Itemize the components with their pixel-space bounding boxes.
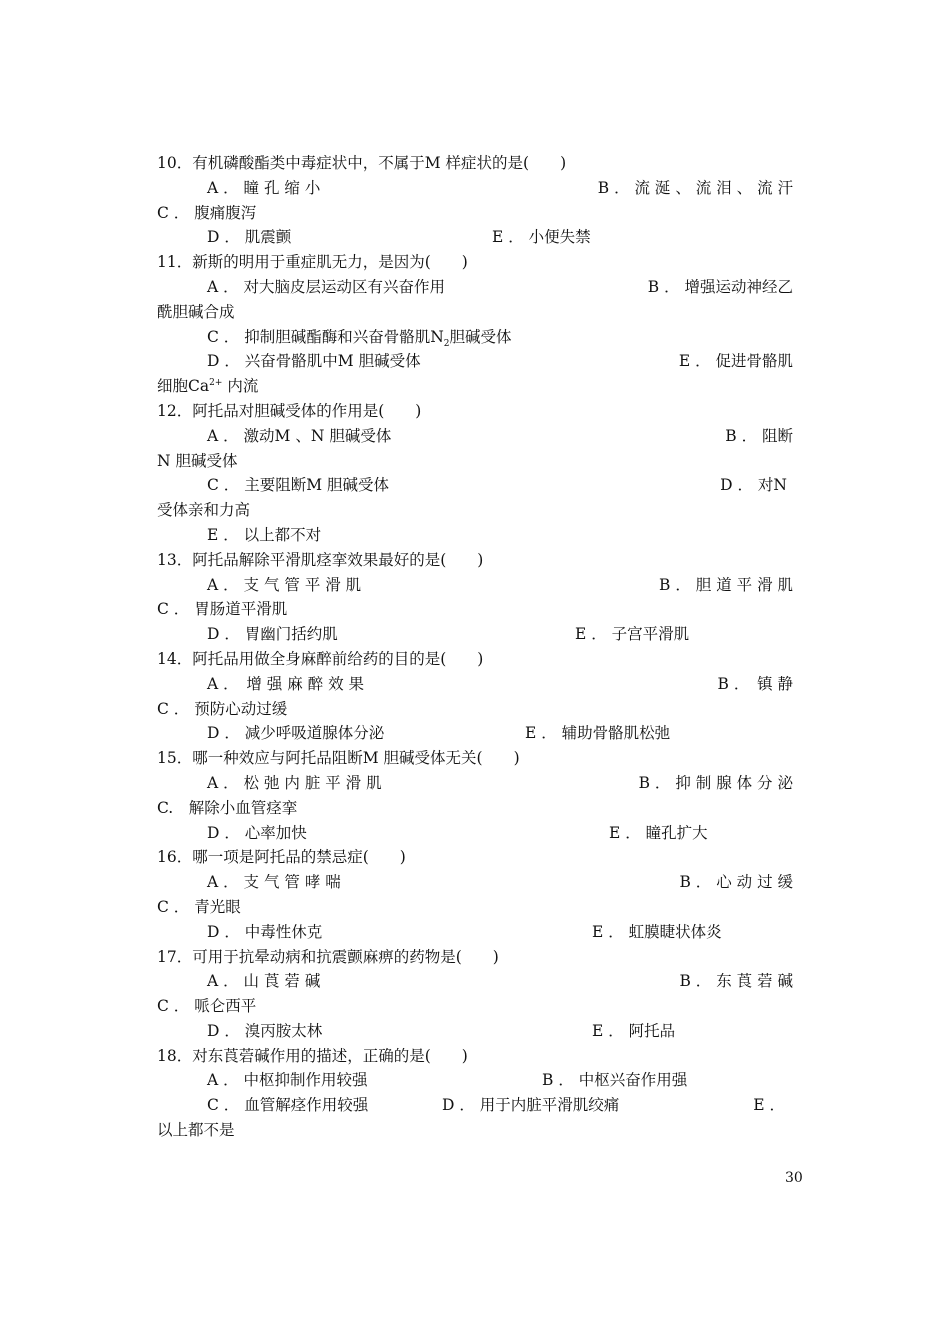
option-b: B ． 流 涎 、 流 泪 、 流 汗 — [597, 178, 793, 197]
option-e: E ． 促进骨骼肌 — [678, 352, 793, 371]
question-11-options-row-3 — [157, 349, 797, 374]
option-d: D ． 兴奋骨骼肌中M 胆碱受体 — [207, 352, 421, 371]
question-10-options-row-2 — [157, 225, 797, 250]
question-13-options-row-2 — [157, 622, 797, 647]
option-e-continued — [157, 374, 797, 399]
question-12-options-row-2 — [157, 473, 797, 498]
option-e: E ． — [753, 1096, 785, 1115]
option-a: A ． 支 气 管 平 滑 肌 — [207, 575, 362, 594]
option-c — [157, 325, 797, 350]
option-d-continued: 受体亲和力高 — [157, 501, 251, 520]
question-12-options-row-1 — [157, 424, 797, 449]
option-b: B ． 阻断 — [725, 426, 793, 445]
option-d: D ． 溴丙胺太林 — [207, 1021, 323, 1040]
option-c-tail: 胆碱受体 — [449, 327, 512, 346]
option-a: A ． 瞳 孔 缩 小 — [207, 178, 321, 197]
question-14-stem: 14．阿托品用做全身麻醉前给药的目的是( ) — [157, 649, 484, 668]
question-14-options-row-2 — [157, 721, 797, 746]
option-d: D ． 减少呼吸道腺体分泌 — [207, 724, 385, 743]
option-a: A ． 山 莨 菪 碱 — [207, 972, 321, 991]
option-e: E ． 阿托品 — [592, 1021, 676, 1040]
question-10-stem: 10．有机磷酸酯类中毒症状中，不属于M 样症状的是( ) — [157, 154, 567, 172]
option-c: C ． 胃肠道平滑肌 — [157, 600, 288, 619]
option-e: E ． 子宫平滑肌 — [575, 625, 690, 644]
option-c: C ． 预防心动过缓 — [157, 699, 288, 718]
question-list — [157, 151, 797, 1143]
option-c-text: C ． 抑制胆碱酯酶和兴奋骨骼肌N — [207, 327, 444, 346]
option-d: D ． 胃幽门括约肌 — [207, 625, 338, 644]
option-b-continued: 酰胆碱合成 — [157, 302, 235, 321]
option-a: A ． 中枢抑制作用较强 — [207, 1071, 368, 1090]
option-d: D ． 肌震颤 — [207, 228, 292, 247]
option-e: E ． 小便失禁 — [492, 228, 591, 247]
option-e-tail: 内流 — [222, 377, 259, 396]
question-17-options-row-1 — [157, 969, 797, 994]
option-e: E ． 辅助骨骼肌松弛 — [525, 724, 671, 743]
question-18-options-row-1 — [157, 1068, 797, 1093]
option-b: B ． 增强运动神经乙 — [647, 277, 793, 296]
option-c: C ． 腹痛腹泻 — [157, 203, 257, 222]
question-14-options-row-1 — [157, 672, 797, 697]
question-18-stem: 18．对东莨菪碱作用的描述，正确的是( ) — [157, 1046, 468, 1065]
option-d: D ． 心率加快 — [207, 823, 307, 842]
question-17-options-row-2 — [157, 1019, 797, 1044]
question-15-options-row-1 — [157, 771, 797, 796]
page-number: 30 — [785, 1170, 803, 1186]
option-c: C. 解除小血管痉挛 — [157, 798, 298, 817]
question-11-stem: 11．新斯的明用于重症肌无力，是因为( ) — [157, 253, 468, 272]
question-12-stem: 12．阿托品对胆碱受体的作用是( ) — [157, 401, 422, 420]
option-a: A ． 激动M 、N 胆碱受体 — [207, 426, 392, 445]
option-c: C ． 哌仑西平 — [157, 997, 257, 1016]
question-15-stem: 15．哪一种效应与阿托品阻断M 胆碱受体无关( ) — [157, 749, 520, 768]
option-d: D ． 对N — [720, 476, 787, 495]
option-a: A ． 支 气 管 哮 喘 — [207, 873, 341, 892]
option-b: B ． 中枢兴奋作用强 — [542, 1071, 688, 1090]
question-10-options-row-1 — [157, 176, 797, 201]
option-c: C ． 青光眼 — [157, 897, 241, 916]
option-e-text: 细胞Ca — [157, 377, 210, 396]
option-c-subscript: 2 — [443, 338, 450, 349]
option-c: C ． 主要阻断M 胆碱受体 — [207, 476, 390, 495]
option-e: E ． 虹膜睫状体炎 — [592, 922, 722, 941]
question-16-options-row-2 — [157, 920, 797, 945]
option-c: C ． 血管解痉作用较强 — [207, 1096, 369, 1115]
question-18-options-row-2 — [157, 1093, 797, 1118]
option-a: A ． 增 强 麻 醉 效 果 — [207, 674, 365, 693]
option-e: E ． 以上都不对 — [207, 525, 322, 544]
question-13-options-row-1 — [157, 573, 797, 598]
option-b: B ． 镇 静 — [717, 674, 793, 693]
option-e-continued: 以上都不是 — [157, 1121, 235, 1140]
question-17-stem: 17．可用于抗晕动病和抗震颤麻痹的药物是( ) — [157, 947, 499, 966]
option-d: D ． 中毒性休克 — [207, 922, 323, 941]
option-b: B ． 东 莨 菪 碱 — [679, 972, 793, 991]
option-e-superscript: 2+ — [209, 378, 223, 389]
question-11-options-row-1 — [157, 275, 797, 300]
question-15-options-row-2 — [157, 821, 797, 846]
option-b: B ． 抑 制 腺 体 分 泌 — [638, 773, 793, 792]
option-b: B ． 心 动 过 缓 — [679, 873, 793, 892]
option-a: A ． 对大脑皮层运动区有兴奋作用 — [207, 277, 446, 296]
option-b: B ． 胆 道 平 滑 肌 — [659, 575, 793, 594]
question-16-options-row-1 — [157, 870, 797, 895]
option-d: D ． 用于内脏平滑肌绞痛 — [442, 1096, 620, 1115]
option-a: A ． 松 弛 内 脏 平 滑 肌 — [207, 773, 382, 792]
option-e: E ． 瞳孔扩大 — [609, 823, 708, 842]
question-16-stem: 16．哪一项是阿托品的禁忌症( ) — [157, 848, 406, 867]
option-b-continued: N 胆碱受体 — [157, 451, 238, 470]
question-13-stem: 13．阿托品解除平滑肌痉挛效果最好的是( ) — [157, 550, 484, 569]
